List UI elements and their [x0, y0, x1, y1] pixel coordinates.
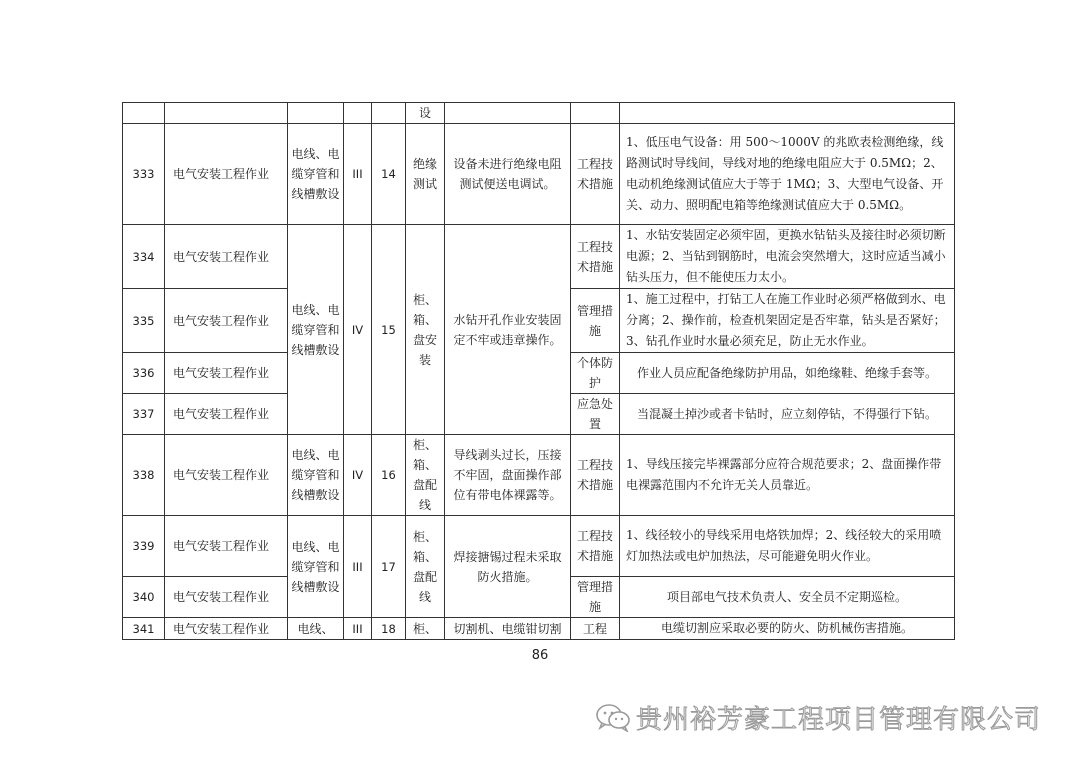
- cell-hazard: 导线剥头过长，压接不牢固，盘面操作部位有带电体裸露等。: [445, 435, 571, 516]
- cell-measure-type: 个体防护: [571, 353, 620, 394]
- cell-item: 柜、箱、盘安装: [406, 225, 445, 435]
- cell-measure: 当混凝土掉沙或者卡钻时，应立刻停钻，不得强行下钻。: [620, 394, 955, 435]
- cell-object: 电线、电缆穿管和线槽敷设: [288, 225, 344, 435]
- cell-measure-type: 管理措施: [571, 289, 620, 353]
- cell-seq: 14: [372, 124, 406, 225]
- cell-level: [344, 103, 372, 124]
- cell-seq: 15: [372, 225, 406, 435]
- cell-measure: 1、线径较小的导线采用电烙铁加焊；2、线径较大的采用喷灯加热法或电炉加热法，尽可能避免明火作业。: [620, 516, 955, 577]
- cell-no: [123, 103, 165, 124]
- cell-level: IV: [344, 435, 372, 516]
- wechat-icon: [594, 702, 632, 732]
- cell-measure-type: 工程技术措施: [571, 225, 620, 289]
- cell-work: [165, 103, 288, 124]
- cell-no: 335: [123, 289, 165, 353]
- cell-no: 341: [123, 618, 165, 640]
- cell-seq: [372, 103, 406, 124]
- cell-object: 电线、电缆穿管和线槽敷设: [288, 124, 344, 225]
- table-row: [123, 435, 955, 516]
- cell-measure-type: 工程: [571, 618, 620, 640]
- table-row: [123, 225, 955, 289]
- cell-item: 柜、箱、盘配线: [406, 435, 445, 516]
- cell-seq: 17: [372, 516, 406, 618]
- cell-work: 电气安装工程作业: [165, 516, 288, 577]
- cell-measure-type: 应急处置: [571, 394, 620, 435]
- cell-measure: 1、低压电气设备：用 500～1000V 的兆欧表检测绝缘，线路测试时导线间，导线对地的绝缘电阻应大于 0.5MΩ；2、电动机绝缘测试值应大于等于 1MΩ；3、大型电气设备、开关、动力、照明配电箱等绝缘测试值应大于 0.5MΩ。: [620, 124, 955, 225]
- cell-item: 设: [406, 103, 445, 124]
- cell-level: III: [344, 618, 372, 640]
- cell-no: 336: [123, 353, 165, 394]
- cell-work: 电气安装工程作业: [165, 577, 288, 618]
- cell-work: 电气安装工程作业: [165, 124, 288, 225]
- cell-no: 337: [123, 394, 165, 435]
- cell-work: 电气安装工程作业: [165, 618, 288, 640]
- cell-hazard: 切割机、电缆钳切割: [445, 618, 571, 640]
- cell-no: 334: [123, 225, 165, 289]
- cell-no: 339: [123, 516, 165, 577]
- cell-no: 338: [123, 435, 165, 516]
- cell-level: III: [344, 516, 372, 618]
- cell-measure: 1、施工过程中，打钻工人在施工作业时必须严格做到水、电分离；2、操作前，检查机架固定是否牢靠，钻头是否紧好；3、钻孔作业时水量必须充足，防止无水作业。: [620, 289, 955, 353]
- cell-object: [288, 103, 344, 124]
- cell-measure-type: 工程技术措施: [571, 435, 620, 516]
- cell-measure: 作业人员应配备绝缘防护用品，如绝缘鞋、绝缘手套等。: [620, 353, 955, 394]
- table-row: [123, 103, 955, 124]
- cell-measure: 项目部电气技术负责人、安全员不定期巡检。: [620, 577, 955, 618]
- table-row: [123, 618, 955, 640]
- cell-level: IV: [344, 225, 372, 435]
- cell-measure: 1、水钻安装固定必须牢固，更换水钻钻头及接往时必须切断电源；2、当钻到钢筋时，电流会突然增大，这时应适当减小钻头压力，但不能使压力太小。: [620, 225, 955, 289]
- cell-object: 电线、: [288, 618, 344, 640]
- cell-hazard: 设备未进行绝缘电阻测试便送电调试。: [445, 124, 571, 225]
- cell-item: 柜、: [406, 618, 445, 640]
- cell-measure-type: 工程技术措施: [571, 124, 620, 225]
- cell-work: 电气安装工程作业: [165, 289, 288, 353]
- cell-work: 电气安装工程作业: [165, 225, 288, 289]
- table-row: [123, 516, 955, 577]
- watermark: [594, 700, 1041, 734]
- cell-measure-type: [571, 103, 620, 124]
- cell-level: III: [344, 124, 372, 225]
- cell-object: 电线、电缆穿管和线槽敷设: [288, 435, 344, 516]
- table-row: [123, 124, 955, 225]
- cell-work: 电气安装工程作业: [165, 435, 288, 516]
- cell-work: 电气安装工程作业: [165, 394, 288, 435]
- cell-no: 333: [123, 124, 165, 225]
- cell-measure-type: 工程技术措施: [571, 516, 620, 577]
- cell-hazard: 焊接搪锡过程未采取防火措施。: [445, 516, 571, 618]
- cell-no: 340: [123, 577, 165, 618]
- cell-hazard: 水钻开孔作业安装固定不牢或违章操作。: [445, 225, 571, 435]
- cell-measure: 1、导线压接完毕裸露部分应符合规范要求；2、盘面操作带电裸露范围内不允许无关人员靠近。: [620, 435, 955, 516]
- cell-item: 柜、箱、盘配线: [406, 516, 445, 618]
- cell-seq: 18: [372, 618, 406, 640]
- cell-seq: 16: [372, 435, 406, 516]
- hazard-measures-table: [122, 102, 955, 640]
- cell-measure: [620, 103, 955, 124]
- cell-measure: 电缆切割应采取必要的防火、防机械伤害措施。: [620, 618, 955, 640]
- cell-item: 绝缘测试: [406, 124, 445, 225]
- cell-work: 电气安装工程作业: [165, 353, 288, 394]
- cell-object: 电线、电缆穿管和线槽敷设: [288, 516, 344, 618]
- page-number: 86: [531, 648, 549, 663]
- cell-measure-type: 管理措施: [571, 577, 620, 618]
- watermark-text: 贵州裕芳豪工程项目管理有限公司: [636, 704, 1042, 735]
- cell-hazard: [445, 103, 571, 124]
